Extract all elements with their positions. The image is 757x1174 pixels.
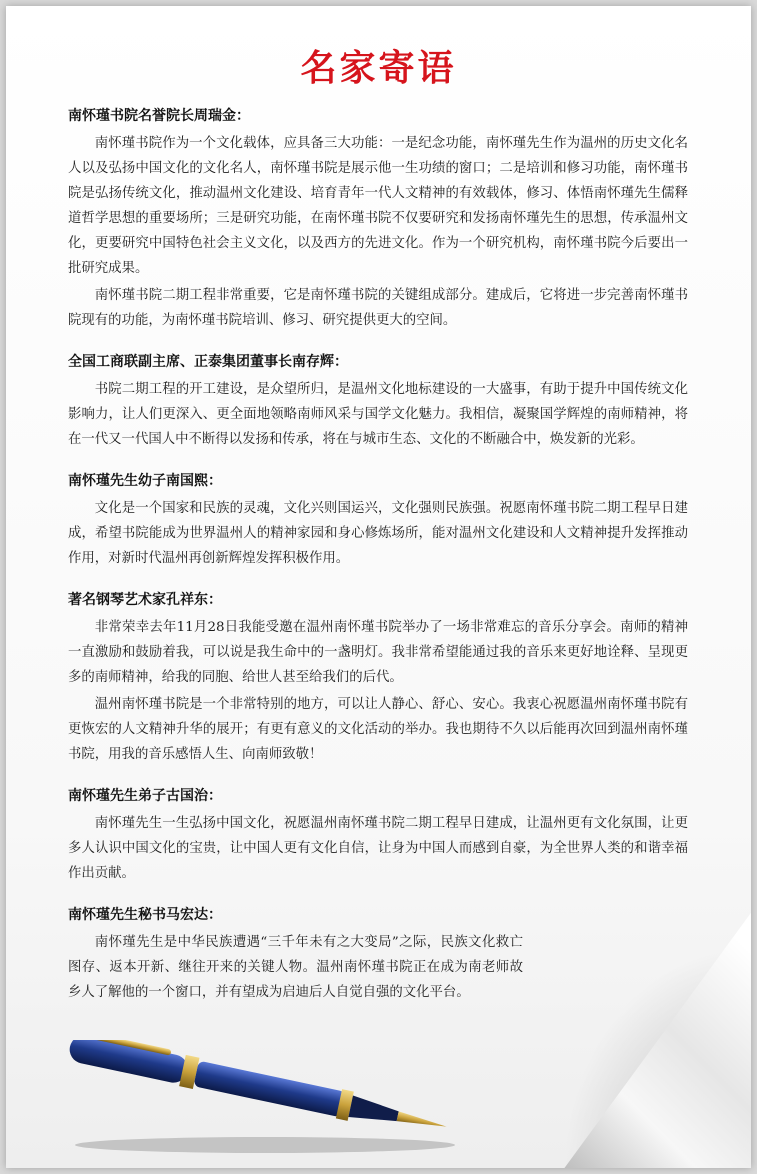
message-paragraph: 温州南怀瑾书院是一个非常特别的地方，可以让人静心、舒心、安心。我衷心祝愿温州南怀瑾书院有更恢宏的人文精神升华的展开；有更有意义的文化活动的举办。我也期待不久以后能再次回到温州南怀瑾书院，用我的音乐感悟人生、向南师致敬！ <box>68 697 688 762</box>
message-heading: 南怀瑾先生秘书马宏达： <box>68 907 222 923</box>
message-section-zhou <box>68 105 688 333</box>
messages-content <box>68 105 688 1023</box>
message-heading: 著名钢琴艺术家孔祥东： <box>68 592 222 608</box>
message-paragraph: 南怀瑾书院二期工程非常重要，它是南怀瑾书院的关键组成部分。建成后，它将进一步完善南怀瑾书院现有的功能，为南怀瑾书院培训、修习、研究提供更大的空间。 <box>68 288 688 328</box>
message-heading: 南怀瑾先生弟子古国治： <box>68 788 222 804</box>
message-paragraph: 文化是一个国家和民族的灵魂，文化兴则国运兴，文化强则民族强。祝愿南怀瑾书院二期工程早日建成，希望书院能成为世界温州人的精神家园和身心修炼场所，能对温州文化建设和人文精神提升发挥推动作用，对新时代温州再创新辉煌发挥积极作用。 <box>68 501 688 566</box>
message-heading: 南怀瑾先生幼子南国熙： <box>68 473 222 489</box>
message-paragraph: 南怀瑾先生一生弘扬中国文化，祝愿温州南怀瑾书院二期工程早日建成，让温州更有文化氛围，让更多人认识中国文化的宝贵，让中国人更有文化自信，让身为中国人而感到自豪，为全世界人类的和谐幸福作出贡献。 <box>68 816 688 881</box>
fountain-pen-icon <box>55 1040 475 1160</box>
message-section-ma-hongda <box>68 904 688 1005</box>
message-paragraph: 南怀瑾书院作为一个文化载体，应具备三大功能：一是纪念功能，南怀瑾先生作为温州的历史文化名人以及弘扬中国文化的文化名人，南怀瑾书院是展示他一生功绩的窗口；二是培训和修习功能，南怀瑾书院是弘扬传统文化，推动温州文化建设、培育青年一代人文精神的有效载体，修习、体悟南怀瑾先生儒释道哲学思想的重要场所；三是研究功能，在南怀瑾书院不仅要研究和发扬南怀瑾先生的思想，传承温州文化，更要研究中国特色社会主义文化，以及西方的先进文化。作为一个研究机构，南怀瑾书院今后要出一批研究成果。 <box>68 136 688 276</box>
message-section-nan-guoxi <box>68 470 688 571</box>
message-paragraph: 书院二期工程的开工建设，是众望所归，是温州文化地标建设的一大盛事，有助于提升中国传统文化影响力，让人们更深入、更全面地领略南师风采与国学文化魅力。我相信，凝聚国学辉煌的南师精神，将在一代又一代国人中不断得以发扬和传承，将在与城市生态、文化的不断融合中，焕发新的光彩。 <box>68 382 688 447</box>
message-paragraph: 南怀瑾先生是中华民族遭遇“三千年未有之大变局”之际，民族文化救亡图存、返本开新、继往开来的关键人物。温州南怀瑾书院正在成为南老师故乡人了解他的一个窗口，并有望成为启迪后人自觉自强的文化平台。 <box>68 935 523 1000</box>
message-heading: 全国工商联副主席、正泰集团董事长南存辉： <box>68 354 348 370</box>
message-heading: 南怀瑾书院名誉院长周瑞金： <box>68 108 250 124</box>
message-section-nan-cunhui <box>68 351 688 452</box>
message-paragraph: 非常荣幸去年11月28日我能受邀在温州南怀瑾书院举办了一场非常难忘的音乐分享会。南师的精神一直激励和鼓励着我，可以说是我生命中的一盏明灯。我非常希望能通过我的音乐来更好地诠释、呈现更多的南师精神，给我的同胞、给世人甚至给我们的后代。 <box>68 620 688 685</box>
page-title: 名家寄语 <box>300 48 457 89</box>
message-section-kong-xiangdong <box>68 589 688 767</box>
message-section-gu-guozhi <box>68 785 688 886</box>
